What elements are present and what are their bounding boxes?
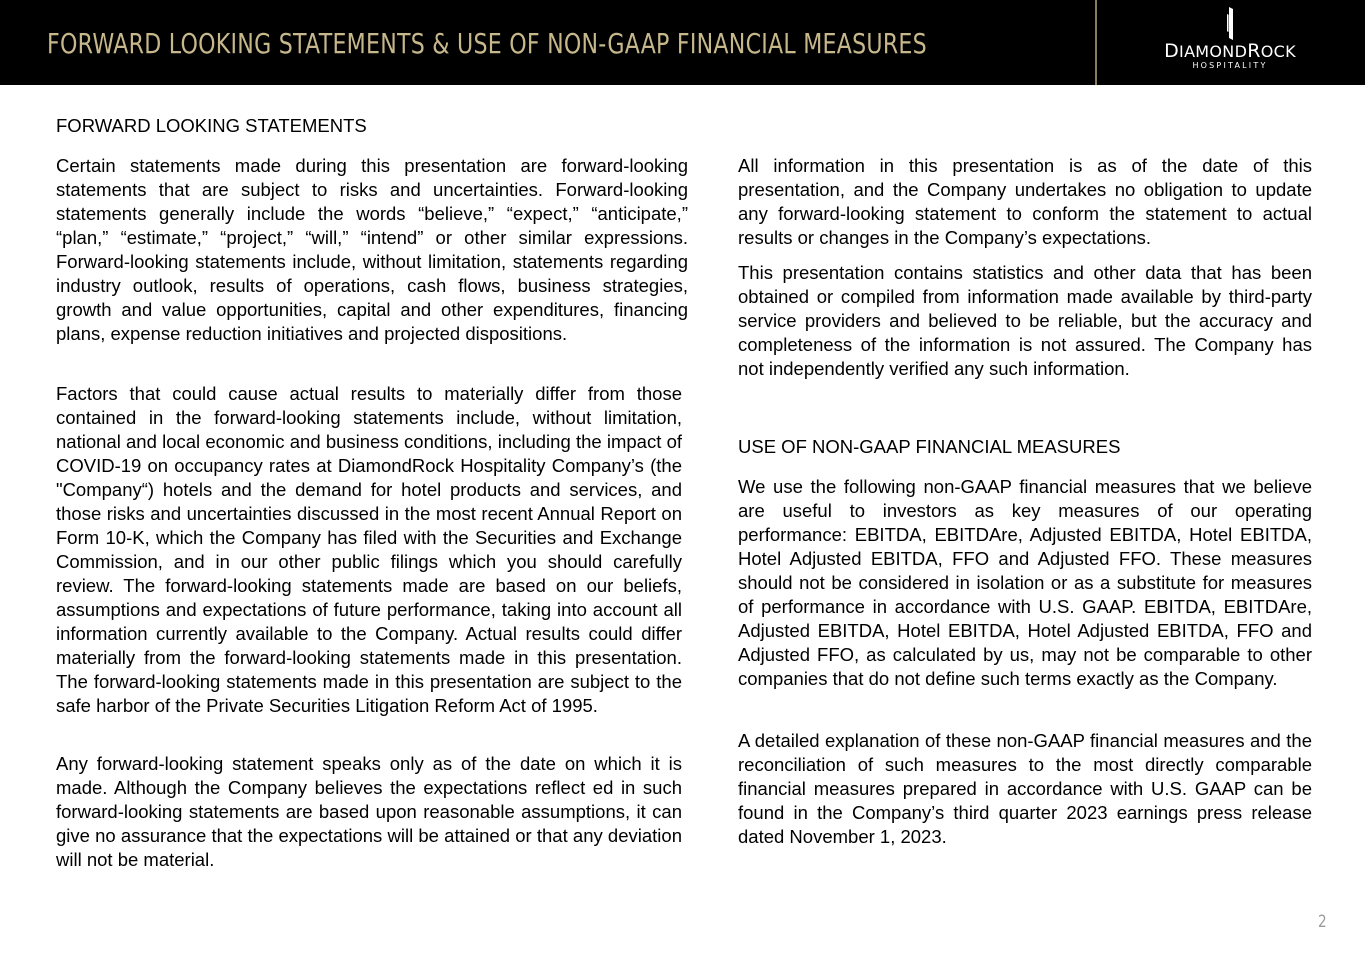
logo-initial-r: R	[1247, 40, 1261, 62]
header-divider	[1095, 0, 1097, 85]
forward-looking-paragraph-2: Factors that could cause actual results to materially differ from those contained in the forward-looking statements include, without limitation, national and local economic and business conditions, including the impact of COVID-19 on occupancy rates at DiamondRock Hospitality Company’s (the "Company“) hotels and the demand for hotel products and services, and those risks and uncertainties discussed in the most recent Annual Report on Form 10-K, which the Company has filed with the Securities and Exchange Commission, and in our other public filings which you should carefully review. The forward-looking statements made are based on our beliefs, assumptions and expectations of future performance, taking into account all information currently available to the Company. Actual results could differ materially from the forward-looking statements made in this presentation. The forward-looking statements made in this presentation are subject to the safe harbor of the Private Securities Litigation Reform Act of 1995.	[56, 383, 682, 716]
third-party-data-paragraph: This presentation contains statistics and other data that has been obtained or compiled from information made available by third-party service providers and believed to be reliable, but the accuracy and completeness of the information is not assured. The Company has not independently verified any such information.	[738, 262, 1312, 379]
information-date-paragraph: All information in this presentation is as of the date of this presentation, and the Company undertakes no obligation to update any forward-looking statement to conform the statement to actual results or changes in the Company’s expectations.	[738, 155, 1312, 248]
non-gaap-heading: USE OF NON-GAAP FINANCIAL MEASURES	[738, 436, 1121, 457]
non-gaap-paragraph-1: We use the following non-GAAP financial measures that we believe are useful to investors as key measures of our operating performance: EBITDA, EBITDAre, Adjusted EBITDA, Hotel EBITDA, Hotel Adjusted EBITDA, FFO and Adjusted FFO. These measures should not be considered in isolation or as a substitute for measures of performance in accordance with U.S. GAAP. EBITDA, EBITDAre, Adjusted EBITDA, Hotel EBITDA, Hotel Adjusted EBITDA, FFO and Adjusted FFO, as calculated by us, may not be comparable to other companies that do not define such terms exactly as the Company.	[738, 476, 1312, 689]
logo-subtitle: HOSPITALITY	[1192, 61, 1268, 70]
header-bar	[0, 0, 1365, 85]
logo-initial-d: D	[1164, 40, 1180, 62]
logo-wordmark	[1130, 41, 1330, 62]
diamondrock-logo-icon	[1218, 6, 1242, 42]
page-number: 2	[1318, 912, 1327, 932]
non-gaap-paragraph-2: A detailed explanation of these non-GAAP financial measures and the reconciliation of such measures to the most directly comparable financial measures prepared in accordance with U.S. GAAP can be found in the Company’s third quarter 2023 earnings press release dated November 1, 2023.	[738, 730, 1312, 847]
forward-looking-paragraph-3: Any forward-looking statement speaks only as of the date on which it is made. Although the Company believes the expectations reflect ed in such forward-looking statements are based upon reasonable assumptions, it can give no assurance that the expectations will be attained or that any deviation will not be material.	[56, 753, 682, 870]
page-title: FORWARD LOOKING STATEMENTS & USE OF NON-GAAP FINANCIAL MEASURES	[47, 27, 927, 60]
forward-looking-paragraph-1: Certain statements made during this presentation are forward-looking statements that are subject to risks and uncertainties. Forward-looking statements generally include the words “believe,” “expect,” “anticipate,” “plan,” “estimate,” “project,” “will,” “intend” or other similar expressions. Forward-looking statements include, without limitation, statements regarding industry outlook, results of operations, cash flows, business strategies, growth and value opportunities, capital and other expenditures, financing plans, expense reduction initiatives and projected dispositions.	[56, 155, 688, 344]
company-logo	[1130, 4, 1330, 76]
forward-looking-heading: FORWARD LOOKING STATEMENTS	[56, 115, 367, 136]
logo-part-rock: OCK	[1260, 42, 1296, 61]
logo-part-diamond: IAMOND	[1179, 42, 1248, 61]
